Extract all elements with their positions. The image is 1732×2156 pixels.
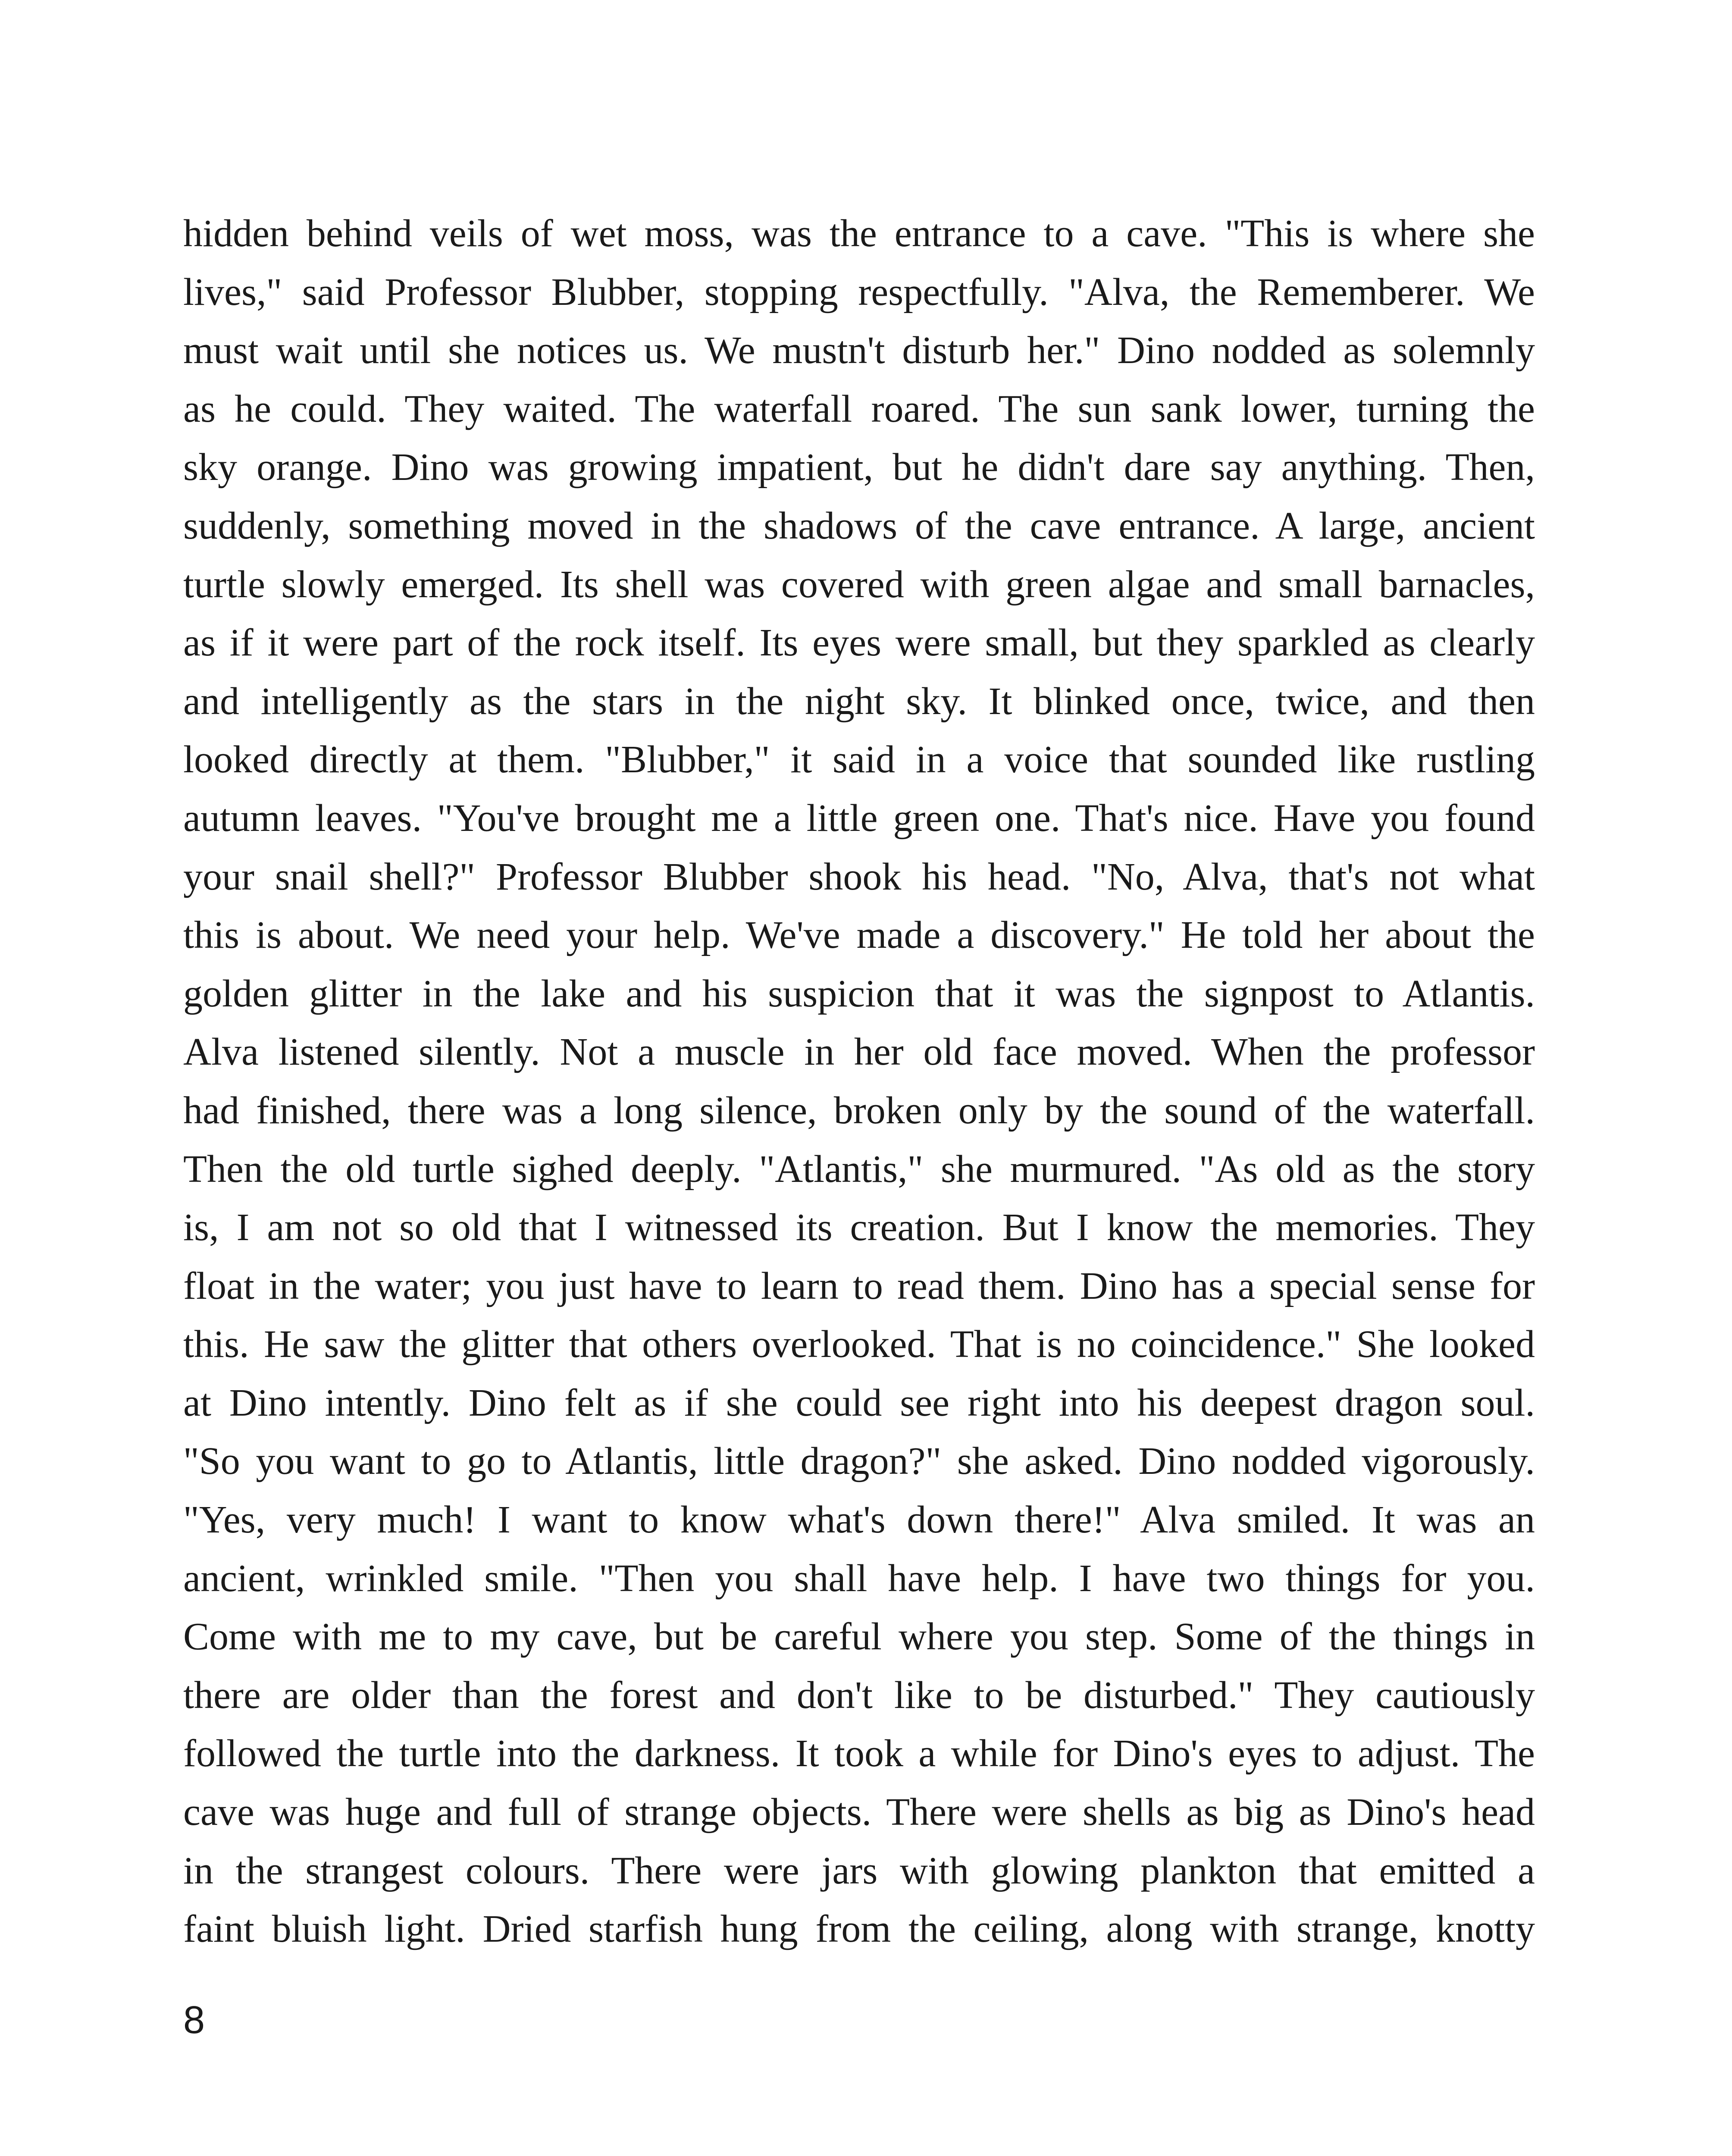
body-text: [183, 204, 1535, 1959]
text-line: golden glitter in the lake and his suspicion that it was the signpost to Atlantis.: [183, 972, 1535, 1015]
text-line: hidden behind veils of wet moss, was the entrance to a cave. "This is where she: [183, 212, 1535, 255]
text-line: sky orange. Dino was growing impatient, but he didn't dare say anything. Then,: [183, 446, 1535, 489]
text-line: your snail shell?" Professor Blubber shook his head. "No, Alva, that's not what: [183, 855, 1535, 898]
text-line: Alva listened silently. Not a muscle in her old face moved. When the professor: [183, 1031, 1535, 1074]
text-line: at Dino intently. Dino felt as if she could see right into his deepest dragon soul.: [183, 1381, 1535, 1424]
page-number: 8: [183, 1999, 205, 2042]
text-line: had finished, there was a long silence, broken only by the sound of the waterfall.: [183, 1089, 1535, 1132]
text-line: ancient, wrinkled smile. "Then you shall have help. I have two things for you.: [183, 1557, 1535, 1600]
text-line: there are older than the forest and don't like to be disturbed." They cautiously: [183, 1673, 1535, 1717]
text-line: faint bluish light. Dried starfish hung from the ceiling, along with strange, knotty: [183, 1908, 1535, 1951]
text-line: autumn leaves. "You've brought me a little green one. That's nice. Have you found: [183, 796, 1535, 840]
text-line: as he could. They waited. The waterfall roared. The sun sank lower, turning the: [183, 387, 1535, 430]
text-line: float in the water; you just have to learn to read them. Dino has a special sense for: [183, 1264, 1535, 1307]
text-line: lives," said Professor Blubber, stopping respectfully. "Alva, the Rememberer. We: [183, 270, 1535, 313]
text-line: looked directly at them. "Blubber," it said in a voice that sounded like rustling: [183, 738, 1535, 781]
text-line: as if it were part of the rock itself. Its eyes were small, but they sparkled as clearly: [183, 621, 1535, 664]
text-line: this is about. We need your help. We've made a discovery." He told her about the: [183, 914, 1535, 957]
text-line: turtle slowly emerged. Its shell was covered with green algae and small barnacles,: [183, 563, 1535, 606]
text-line: "Yes, very much! I want to know what's down there!" Alva smiled. It was an: [183, 1498, 1535, 1542]
text-line: cave was huge and full of strange objects. There were shells as big as Dino's head: [183, 1791, 1535, 1834]
text-line: and intelligently as the stars in the night sky. It blinked once, twice, and then: [183, 680, 1535, 723]
text-line: this. He saw the glitter that others overlooked. That is no coincidence." She looked: [183, 1323, 1535, 1366]
text-line: is, I am not so old that I witnessed its creation. But I know the memories. They: [183, 1206, 1535, 1249]
text-line: Come with me to my cave, but be careful where you step. Some of the things in: [183, 1615, 1535, 1658]
text-line: Then the old turtle sighed deeply. "Atlantis," she murmured. "As old as the story: [183, 1147, 1535, 1191]
text-line: must wait until she notices us. We mustn't disturb her." Dino nodded as solemnly: [183, 329, 1535, 372]
text-line: "So you want to go to Atlantis, little dragon?" she asked. Dino nodded vigorously.: [183, 1440, 1535, 1483]
text-line: suddenly, something moved in the shadows of the cave entrance. A large, ancient: [183, 504, 1535, 547]
text-line: followed the turtle into the darkness. It took a while for Dino's eyes to adjust. The: [183, 1732, 1535, 1775]
text-line: in the strangest colours. There were jars with glowing plankton that emitted a: [183, 1849, 1535, 1892]
